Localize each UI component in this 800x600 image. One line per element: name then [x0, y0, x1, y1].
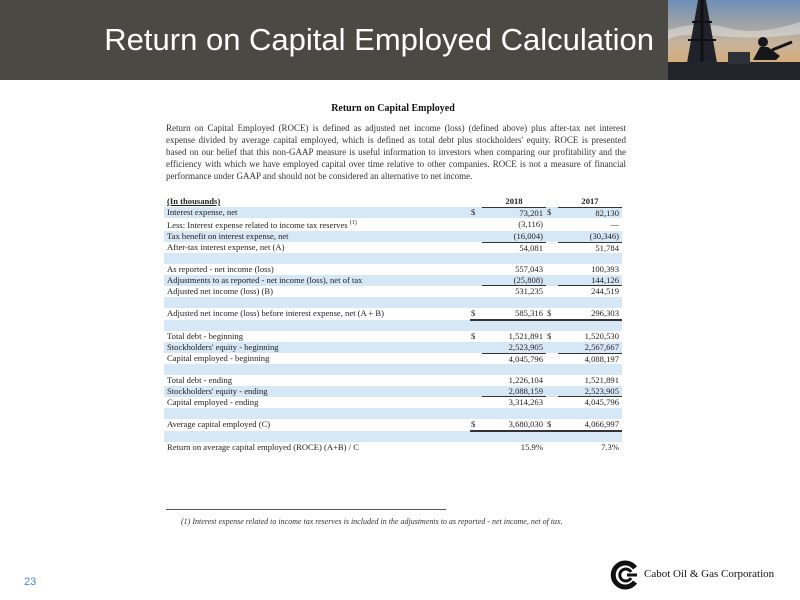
- roce-table: [164, 196, 622, 453]
- slide-title: Return on Capital Employed Calculation: [104, 22, 654, 57]
- table-row: [164, 264, 622, 275]
- value-2018: (25,808): [482, 275, 546, 286]
- table-row: [164, 286, 622, 297]
- row-label: Total debt - beginning: [167, 331, 244, 342]
- row-label: Capital employed - ending: [167, 397, 259, 408]
- row-label: Less: Interest expense related to income tax reserves $^{(1)}$: [167, 220, 357, 231]
- currency-symbol: $: [470, 207, 482, 218]
- value-2017: 4,066,997: [558, 419, 622, 431]
- currency-symbol: $: [547, 331, 552, 342]
- document-title: Return on Capital Employed: [331, 103, 455, 114]
- page-number: 23: [24, 576, 37, 588]
- table-row: [164, 207, 622, 218]
- table-header-row: [164, 196, 622, 207]
- value-2018: 3,314,263: [508, 397, 543, 408]
- table-row: [164, 386, 622, 397]
- value-2018: 73,201: [482, 207, 546, 218]
- footnote-divider: [166, 509, 446, 510]
- value-2017: 1,521,891: [584, 375, 619, 386]
- value-2018: 2,523,905: [482, 342, 546, 353]
- value-2018: 2,088,159: [482, 386, 546, 397]
- value-2017: 4,045,796: [584, 397, 619, 408]
- row-label: Capital employed - beginning: [167, 353, 270, 364]
- row-label: Adjustments to as reported - net income (loss), net of tax: [164, 275, 470, 286]
- value-2017: 2,523,905: [558, 386, 622, 397]
- value-2018: 531,235: [515, 286, 543, 297]
- table-row: [164, 242, 622, 253]
- value-2017: 144,126: [558, 275, 622, 286]
- definition-paragraph: Return on Capital Employed (ROCE) is defined as adjusted net income (loss) (defined above) plus after-tax net interest expense divided by average capital employed, which is defined as total debt plus stockholders' equity. ROCE is presented based on our belief that this non-GAAP measure is useful information to investors when comparing our profitability and the efficiency with which we have employed capital over time relative to other companies. ROCE is not a measure of financial performance under GAAP and should not be considered an alternative to net income.: [166, 123, 626, 181]
- row-label: Adjusted net income (loss) before interest expense, net (A + B): [167, 308, 385, 319]
- table-row: [164, 275, 622, 286]
- value-2018: 15.9%: [520, 442, 543, 453]
- table-row: [164, 231, 622, 242]
- spacer-row: [164, 431, 622, 443]
- value-2018: 1,226,104: [508, 375, 543, 386]
- company-logo-icon: [609, 560, 639, 590]
- title-banner: [0, 0, 668, 80]
- row-label: Average capital employed (C): [167, 419, 271, 430]
- currency-symbol: $: [546, 207, 558, 218]
- column-header-2018: 2018: [482, 196, 546, 207]
- row-label: Total debt - ending: [167, 375, 233, 386]
- company-name: Cabot Oil & Gas Corporation: [644, 568, 775, 580]
- value-2017: 7.3%: [601, 442, 619, 453]
- row-label: Tax benefit on interest expense, net: [164, 231, 470, 242]
- value-2018: (16,004): [482, 231, 546, 242]
- value-2017: —: [610, 219, 619, 230]
- currency-symbol: $: [471, 331, 476, 342]
- row-label: After-tax interest expense, net (A): [167, 242, 285, 253]
- row-label: Stockholders' equity - ending: [164, 386, 470, 397]
- table-row: [164, 442, 622, 453]
- value-2017: 244,519: [591, 286, 619, 297]
- currency-symbol: $: [470, 308, 482, 320]
- value-2017: 82,130: [558, 207, 622, 218]
- value-2017: 1,520,530: [584, 331, 619, 342]
- row-label: Return on average capital employed (ROCE) (A+B) / C: [167, 442, 359, 453]
- currency-symbol: $: [546, 419, 558, 431]
- table-row: [164, 218, 622, 231]
- value-2018: 557,043: [515, 264, 543, 275]
- value-2018: 4,045,796: [508, 353, 543, 364]
- currency-symbol: $: [470, 419, 482, 431]
- value-2018: 585,316: [482, 308, 546, 320]
- spacer-row: [164, 408, 622, 419]
- value-2017: 296,303: [558, 308, 622, 320]
- table-row: [164, 331, 622, 342]
- value-2017: 51,784: [595, 242, 619, 253]
- table-row: [164, 397, 622, 408]
- table-row: [164, 375, 622, 386]
- table-row: [164, 308, 622, 320]
- value-2018: (3,116): [518, 219, 543, 230]
- table-header-label: (In thousands): [167, 196, 221, 207]
- value-2018: 54,081: [519, 242, 543, 253]
- value-2017: 4,088,197: [584, 353, 619, 364]
- spacer-row: [164, 297, 622, 308]
- footnote-ref: (1): [349, 220, 357, 227]
- value-2018: 3,680,030: [482, 419, 546, 431]
- footnote: (1) Interest expense related to income tax reserves is included in the adjustments to as reported - net income, net of tax.: [181, 517, 563, 526]
- currency-symbol: $: [546, 308, 558, 320]
- table-row: [164, 342, 622, 353]
- column-header-2017: 2017: [558, 196, 622, 207]
- row-label: As reported - net income (loss): [167, 264, 274, 275]
- spacer-row: [164, 253, 622, 264]
- value-2017: 2,567,667: [558, 342, 622, 353]
- value-2018: 1,521,891: [508, 331, 543, 342]
- drilling-rig-photo: [668, 0, 800, 80]
- table-row: [164, 419, 622, 431]
- row-label: Adjusted net income (loss) (B): [167, 286, 273, 297]
- row-label: Interest expense, net: [164, 207, 470, 218]
- value-2017: (30,346): [558, 231, 622, 242]
- value-2017: 100,393: [591, 264, 619, 275]
- table-row: [164, 353, 622, 364]
- spacer-row: [164, 320, 622, 332]
- row-label: Stockholders' equity - beginning: [164, 342, 470, 353]
- spacer-row: [164, 364, 622, 375]
